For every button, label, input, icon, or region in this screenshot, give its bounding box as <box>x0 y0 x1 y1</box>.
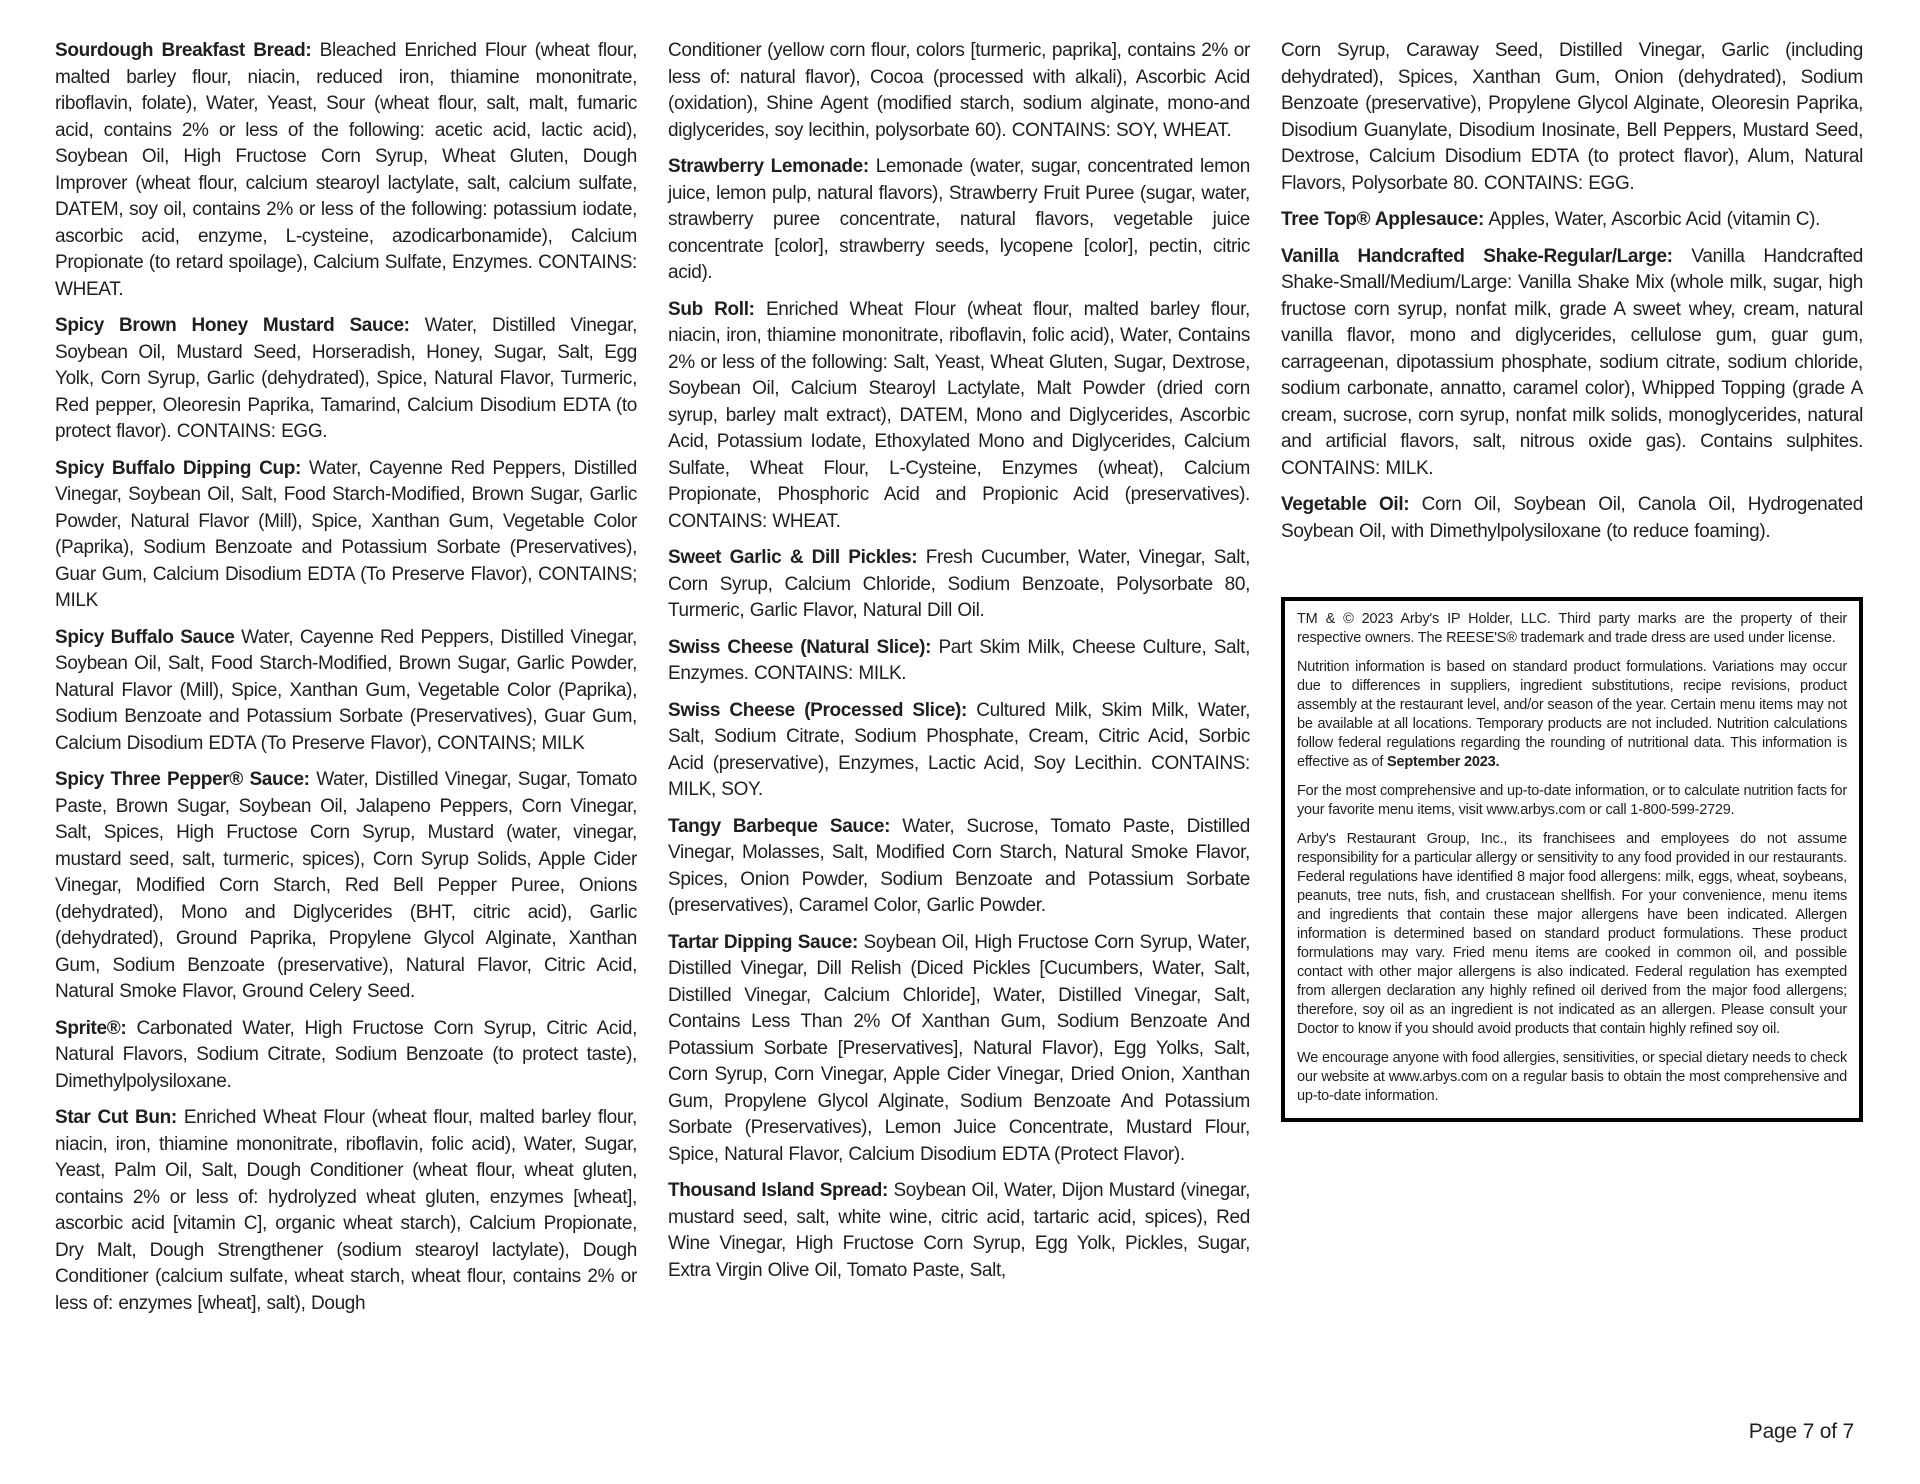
ingredient-entry: Sourdough Breakfast Bread: Bleached Enriched Flour (wheat flour, malted barley flour, niacin, reduced iron, thiamine mononitrate, riboflavin, folate), Water, Yeast, Sour (wheat flour, salt, malt, fumaric acid, contains 2% or less of the following: acetic acid, lactic acid), Soybean Oil, High Fructose Corn Syrup, Wheat Gluten, Dough Improver (wheat flour, calcium stearoyl lactylate, salt, calcium sulfate, DATEM, soy oil, contains 2% or less of the following: potassium iodate, ascorbic acid, enzyme, L-cysteine, azodicarbonamide), Calcium Propionate (to retard spoilage), Calcium Sulfate, Enzymes. CONTAINS: WHEAT. <box>55 40 638 300</box>
ingredient-heading: Swiss Cheese (Natural Slice): <box>668 636 932 658</box>
ingredient-entry: Sub Roll: Enriched Wheat Flour (wheat flour, malted barley flour, niacin, iron, thiamine mononitrate, riboflavin, folic acid), Water, Contains 2% or less of the following: Salt, Yeast, Wheat Gluten, Sugar, Dextrose, Soybean Oil, Calcium Stearoyl Lactylate, Malt Powder (dried corn syrup, barley malt extract), DATEM, Mono and Diglycerides, Ascorbic Acid, Potassium Iodate, Ethoxylated Mono and Diglycerides, Calcium Sulfate, Wheat Flour, L-Cysteine, Enzymes (wheat), Calcium Propionate, Phosphoric Acid and Propionic Acid (preservatives). CONTAINS: WHEAT. <box>668 298 1250 532</box>
legal-paragraph: Arby's Restaurant Group, Inc., its franchisees and employees do not assume responsibility for a particular allergy or sensitivity to any food provided in our restaurants. Federal regulations have identified 8 major food allergens: milk, eggs, wheat, soybeans, peanuts, tree nuts, fish, and crustacean shellfish. For your convenience, menu items and ingredients that contain these major allergens have been indicated. Allergen information is determined based on standard product formulations. These product formulations may vary. Fried menu items are cooked in common oil, and possible contact with other major allergens is also indicated. Federal regulation has exempted from allergen declaration any highly refined oil derived from the major food allergens; therefore, soy oil as an ingredient is not indicated as an allergen. Please consult your Doctor to know if you should avoid products that contain highly refined soy oil. <box>1297 831 1847 1037</box>
ingredient-heading: Sprite®: <box>55 1017 127 1039</box>
legal-paragraph: We encourage anyone with food allergies, sensitivities, or special dietary needs to check our website at www.arbys.com on a regular basis to obtain the most comprehensive and up-to-date information. <box>1297 1050 1847 1104</box>
ingredient-entry: Conditioner (yellow corn flour, colors [turmeric, paprika], contains 2% or less of: natural flavor), Cocoa (processed with alkali), Ascorbic Acid (oxidation), Shine Agent (modified starch, sodium alginate, mono-and diglycerides, soy lecithin, polysorbate 60). CONTAINS: SOY, WHEAT. <box>668 40 1250 141</box>
legal-paragraphs <box>1297 610 1847 1106</box>
legal-paragraph: Nutrition information is based on standard product formulations. Variations may occur due to differences in suppliers, ingredient substitutions, recipe revisions, product assembly at the restaurant level, and/or season of the year. Certain menu items may not be available at all locations. Temporary products are not included. Nutrition calculations follow federal regulations regarding the rounding of nutritional data. This information is effective as of September 2023. <box>1297 659 1847 770</box>
ingredient-entry: Spicy Brown Honey Mustard Sauce: Water, Distilled Vinegar, Soybean Oil, Mustard Seed, Horseradish, Honey, Sugar, Salt, Egg Yolk, Corn Syrup, Garlic (dehydrated), Spice, Natural Flavor, Turmeric, Red pepper, Oleoresin Paprika, Tamarind, Calcium Disodium EDTA (to protect flavor). CONTAINS: EGG. <box>55 315 638 442</box>
ingredient-entry: Swiss Cheese (Natural Slice): Part Skim Milk, Cheese Culture, Salt, Enzymes. CONTAINS: MILK. <box>668 636 1250 684</box>
ingredient-entry: Thousand Island Spread: Soybean Oil, Water, Dijon Mustard (vinegar, mustard seed, salt, white wine, citric acid, tartaric acid, spices), Red Wine Vinegar, High Fructose Corn Syrup, Egg Yolk, Pickles, Sugar, Extra Virgin Olive Oil, Tomato Paste, Salt, <box>668 1180 1250 1281</box>
ingredient-heading: Sub Roll: <box>668 298 755 320</box>
ingredient-column-3 <box>1281 38 1863 1327</box>
ingredient-column-3-entries <box>1281 38 1863 545</box>
ingredient-entry: Sweet Garlic & Dill Pickles: Fresh Cucumber, Water, Vinegar, Salt, Corn Syrup, Calcium Chloride, Sodium Benzoate, Polysorbate 80, Turmeric, Garlic Flavor, Natural Dill Oil. <box>668 547 1251 621</box>
ingredient-entry: Spicy Buffalo Dipping Cup: Water, Cayenne Red Peppers, Distilled Vinegar, Soybean Oil, Salt, Food Starch-Modified, Brown Sugar, Garlic Powder, Natural Flavor (Mill), Spice, Xanthan Gum, Vegetable Color (Paprika), Sodium Benzoate and Potassium Sorbate (Preservatives), Guar Gum, Calcium Disodium EDTA (To Preserve Flavor), CONTAINS; MILK <box>55 457 638 611</box>
ingredient-heading: Thousand Island Spread: <box>668 1180 888 1201</box>
legal-paragraph: TM & © 2023 Arby's IP Holder, LLC. Third party marks are the property of their respective owners. The REESE'S® trademark and trade dress are used under license. <box>1297 611 1847 646</box>
ingredient-heading: Sourdough Breakfast Bread: <box>55 40 312 61</box>
ingredient-columns <box>55 38 1863 1327</box>
ingredient-heading: Spicy Buffalo Dipping Cup: <box>55 457 301 479</box>
ingredient-heading: Tree Top® Applesauce: <box>1281 209 1484 230</box>
ingredient-heading: Star Cut Bun: <box>55 1107 177 1128</box>
ingredient-entry: Corn Syrup, Caraway Seed, Distilled Vinegar, Garlic (including dehydrated), Spices, Xanthan Gum, Onion (dehydrated), Sodium Benzoate (preservative), Propylene Glycol Alginate, Oleoresin Paprika, Disodium Guanylate, Disodium Inosinate, Bell Peppers, Mustard Seed, Dextrose, Calcium Disodium EDTA (to protect flavor), Alum, Natural Flavors, Polysorbate 80. CONTAINS: EGG. <box>1281 40 1863 194</box>
ingredient-heading: Vegetable Oil: <box>1281 494 1410 515</box>
ingredient-entry: Vegetable Oil: Corn Oil, Soybean Oil, Canola Oil, Hydrogenated Soybean Oil, with Dimethylpolysiloxane (to reduce foaming). <box>1281 494 1863 542</box>
ingredient-entry: Strawberry Lemonade: Lemonade (water, sugar, concentrated lemon juice, lemon pulp, natural flavors), Strawberry Fruit Puree (sugar, water, strawberry puree concentrate, natural flavors, vegetable juice concentrate [color], strawberry seeds, lycopene [color], pectin, citric acid). <box>668 156 1250 283</box>
ingredient-entry: Tartar Dipping Sauce: Soybean Oil, High Fructose Corn Syrup, Water, Distilled Vinegar, Dill Relish (Diced Pickles [Cucumbers, Water, Salt, Distilled Vinegar, Calcium Chloride], Water, Distilled Vinegar, Salt, Contains Less Than 2% Of Xanthan Gum, Sodium Benzoate And Potassium Sorbate [Preservatives], Natural Flavor), Egg Yolks, Salt, Corn Syrup, Corn Vinegar, Apple Cider Vinegar, Dried Onion, Xanthan Gum, Propylene Glycol Alginate, Sodium Benzoate And Potassium Sorbate (Preservatives), Lemon Juice Concentrate, Mustard Flour, Spice, Natural Flavor, Calcium Disodium EDTA (Protect Flavor). <box>668 931 1250 1165</box>
ingredient-heading: Spicy Brown Honey Mustard Sauce: <box>55 315 410 336</box>
page-number: Page 7 of 7 <box>1748 1420 1854 1443</box>
ingredient-entry: Tree Top® Applesauce: Apples, Water, Ascorbic Acid (vitamin C). <box>1281 209 1821 230</box>
ingredient-heading: Tartar Dipping Sauce: <box>668 931 858 953</box>
ingredient-column-2 <box>668 38 1250 1327</box>
ingredient-heading: Swiss Cheese (Processed Slice): <box>668 699 967 721</box>
legal-effective-date: September 2023. <box>1387 754 1500 770</box>
ingredient-entry: Tangy Barbeque Sauce: Water, Sucrose, Tomato Paste, Distilled Vinegar, Molasses, Salt, Modified Corn Starch, Natural Smoke Flavor, Spices, Onion Powder, Sodium Benzoate and Potassium Sorbate (preservatives), Caramel Color, Garlic Powder. <box>668 815 1250 916</box>
legal-notice-box <box>1281 597 1863 1122</box>
ingredient-entry: Star Cut Bun: Enriched Wheat Flour (wheat flour, malted barley flour, niacin, iron, thiamine mononitrate, riboflavin, folic acid), Water, Sugar, Yeast, Palm Oil, Salt, Dough Conditioner (wheat flour, wheat gluten, contains 2% or less of: hydrolyzed wheat gluten, enzymes [wheat], ascorbic acid [vitamin C], organic wheat starch), Calcium Propionate, Dry Malt, Dough Strengthener (sodium stearoyl lactylate), Dough Conditioner (calcium sulfate, wheat starch, wheat flour, contains 2% or less of: enzymes [wheat], salt), Dough <box>55 1107 637 1314</box>
ingredient-heading: Strawberry Lemonade: <box>668 156 869 177</box>
ingredient-entry: Swiss Cheese (Processed Slice): Cultured Milk, Skim Milk, Water, Salt, Sodium Citrate, Sodium Phosphate, Cream, Citric Acid, Sorbic Acid (preservative), Enzymes, Lactic Acid, Soy Lecithin. CONTAINS: MILK, SOY. <box>668 699 1250 800</box>
ingredient-heading: Tangy Barbeque Sauce: <box>668 815 891 837</box>
ingredient-heading: Spicy Three Pepper® Sauce: <box>55 769 310 790</box>
ingredient-heading: Spicy Buffalo Sauce <box>55 626 235 648</box>
ingredient-entry: Spicy Three Pepper® Sauce: Water, Distilled Vinegar, Sugar, Tomato Paste, Brown Sugar, Soybean Oil, Jalapeno Peppers, Corn Vinegar, Salt, Spices, High Fructose Corn Syrup, Mustard (water, vinegar, mustard seed, salt, turmeric, spices), Corn Syrup Solids, Apple Cider Vinegar, Modified Corn Starch, Red Bell Pepper Puree, Onions (dehydrated), Mono and Diglycerides (BHT, citric acid), Garlic (dehydrated), Ground Paprika, Propylene Glycol Alginate, Xanthan Gum, Sodium Benzoate (preservative), Natural Flavor, Citric Acid, Natural Smoke Flavor, Ground Celery Seed. <box>55 769 637 1002</box>
ingredient-heading: Sweet Garlic & Dill Pickles: <box>668 547 918 568</box>
legal-paragraph: For the most comprehensive and up-to-date information, or to calculate nutrition facts for your favorite menu items, visit www.arbys.com or call 1-800-599-2729. <box>1297 783 1847 818</box>
ingredient-heading: Vanilla Handcrafted Shake-Regular/Large: <box>1281 245 1673 267</box>
ingredient-entry: Vanilla Handcrafted Shake-Regular/Large: Vanilla Handcrafted Shake-Small/Medium/Large: Vanilla Shake Mix (whole milk, sugar, high fructose corn syrup, nonfat milk, grade A sweet whey, cream, natural vanilla flavor, mono and diglycerides, cellulose gum, guar gum, carrageenan, dipotassium phosphate, sodium citrate, sodium chloride, sodium carbonate, annatto, caramel color), Whipped Topping (grade A cream, sucrose, corn syrup, nonfat milk solids, monoglycerides, natural and artificial flavors, salt, nitrous oxide gas). Contains sulphites. CONTAINS: MILK. <box>1281 245 1863 479</box>
ingredient-column-1 <box>55 38 637 1327</box>
ingredient-entry: Sprite®: Carbonated Water, High Fructose Corn Syrup, Citric Acid, Natural Flavors, Sodium Citrate, Sodium Benzoate (to protect taste), Dimethylpolysiloxane. <box>55 1017 637 1092</box>
ingredient-entry: Spicy Buffalo Sauce Water, Cayenne Red Peppers, Distilled Vinegar, Soybean Oil, Salt, Food Starch-Modified, Brown Sugar, Garlic Powder, Natural Flavor (Mill), Spice, Xanthan Gum, Vegetable Color (Paprika), Sodium Benzoate and Potassium Sorbate (Preservatives), Guar Gum, Calcium Disodium EDTA (To Preserve Flavor), CONTAINS; MILK <box>55 626 637 754</box>
